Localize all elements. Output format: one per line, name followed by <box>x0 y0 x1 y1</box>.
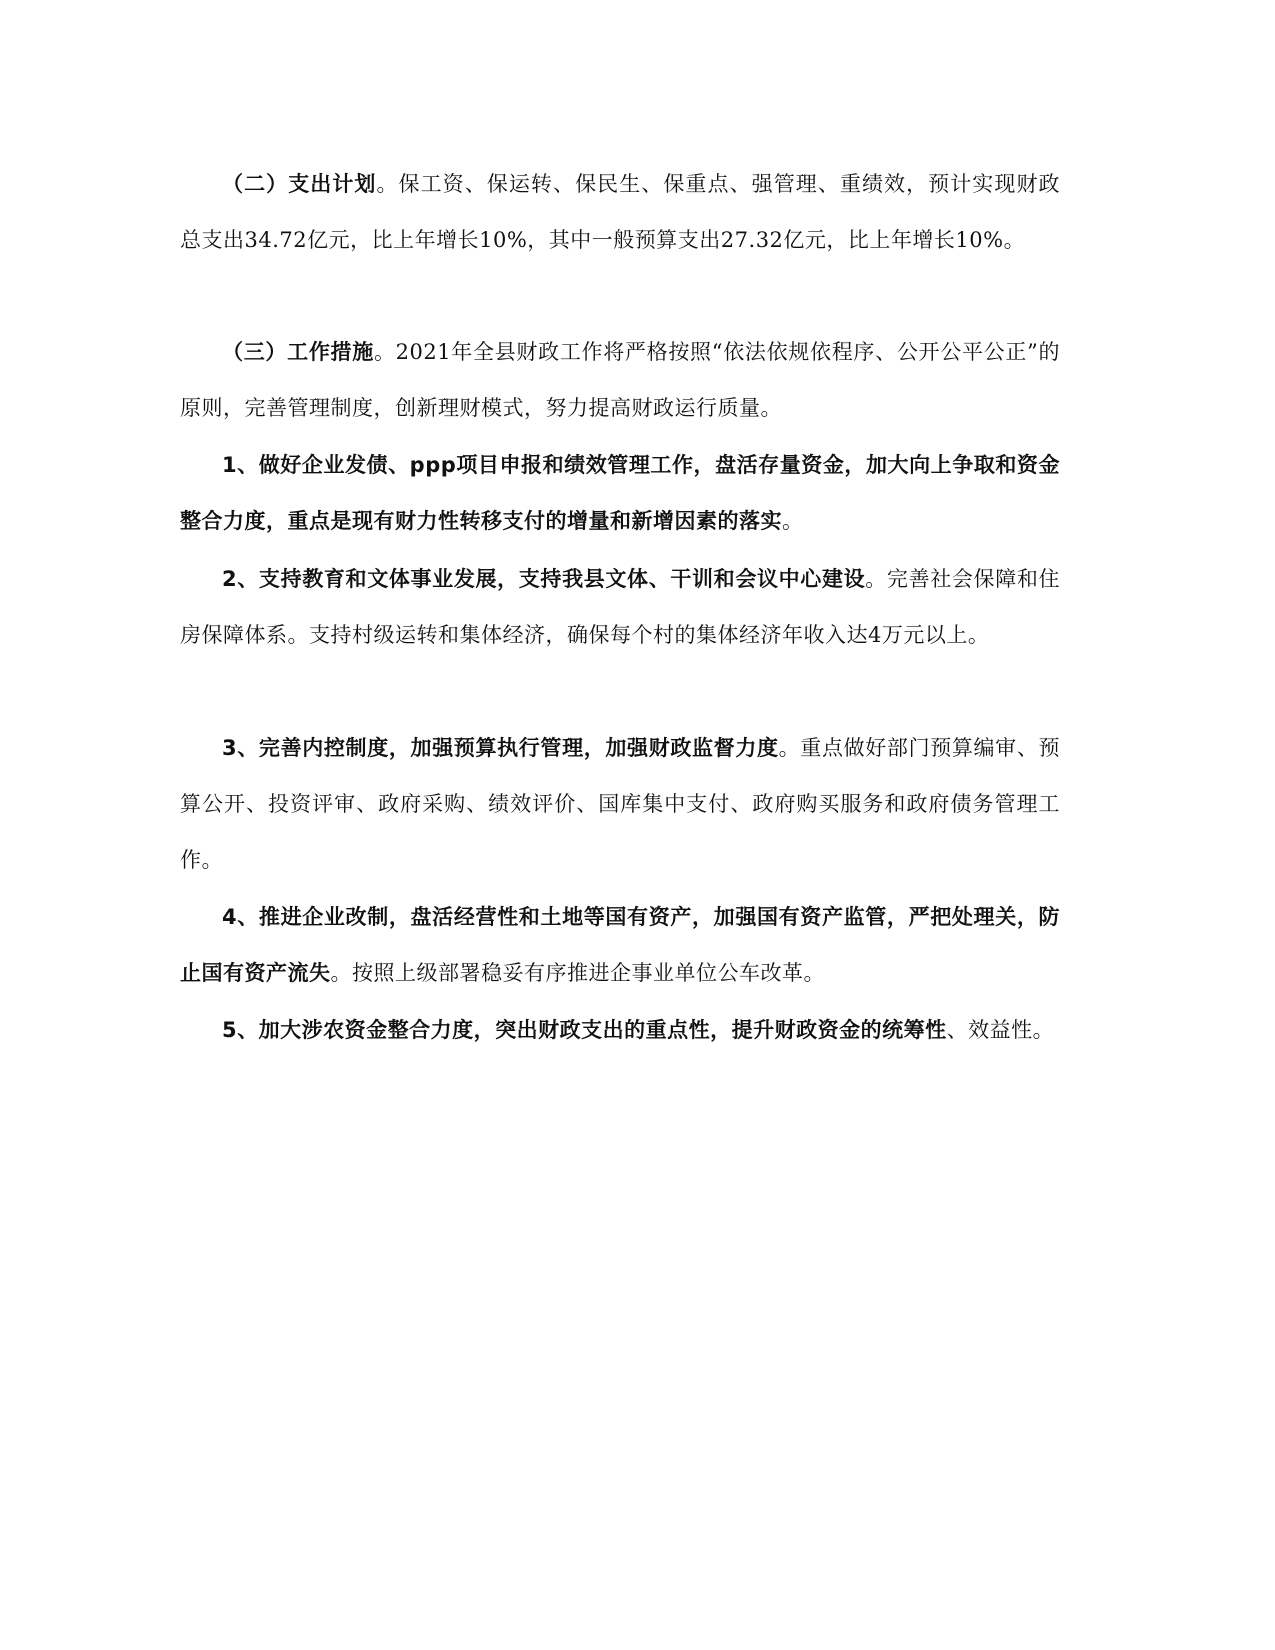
paragraph-measure-3 <box>180 720 1060 888</box>
paragraph-heading: 4、推进企业改制，盘活经营性和土地等国有资产，加强国有资产监管，严把处理关，防止国有资产流失 <box>180 905 1060 985</box>
paragraph-heading: （三）工作措施 <box>222 340 374 364</box>
paragraph-body: 。2021年全县财政工作将严格按照“依法依规依程序、公开公平公正”的原则，完善管理制度，创新理财模式，努力提高财政运行质量。 <box>180 340 1060 420</box>
paragraph-body: 、效益性。 <box>946 1018 1055 1042</box>
paragraph-measure-2 <box>180 551 1060 663</box>
paragraph-expenditure-plan <box>180 156 1060 268</box>
paragraph-measure-1 <box>180 437 1060 549</box>
paragraph-heading: 3、完善内控制度，加强预算执行管理，加强财政监督力度 <box>222 736 779 760</box>
paragraph-body: 。按照上级部署稳妥有序推进企事业单位公车改革。 <box>330 961 825 985</box>
paragraph-work-measures <box>180 324 1060 436</box>
paragraph-heading: 2、支持教育和文体事业发展，支持我县文体、干训和会议中心建设 <box>222 567 866 591</box>
paragraph-heading: （二）支出计划 <box>222 172 377 196</box>
paragraph-body: 。 <box>782 509 804 533</box>
paragraph-heading: 1、做好企业发债、ppp项目申报和绩效管理工作，盘活存量资金，加大向上争取和资金整合力度，重点是现有财力性转移支付的增量和新增因素的落实 <box>180 453 1060 533</box>
paragraph-measure-4 <box>180 889 1060 1001</box>
paragraph-body: 。重点做好部门预算编审、预算公开、投资评审、政府采购、绩效评价、国库集中支付、政府购买服务和政府债务管理工作。 <box>180 736 1060 872</box>
paragraph-body: 。保工资、保运转、保民生、保重点、强管理、重绩效，预计实现财政总支出34.72亿元，比上年增长10%，其中一般预算支出27.32亿元，比上年增长10%。 <box>180 172 1061 252</box>
paragraph-body: 。完善社会保障和住房保障体系。支持村级运转和集体经济，确保每个村的集体经济年收入达4万元以上。 <box>180 567 1061 647</box>
paragraph-heading: 5、加大涉农资金整合力度，突出财政支出的重点性，提升财政资金的统筹性 <box>222 1018 947 1042</box>
paragraph-measure-5 <box>180 1002 1060 1058</box>
